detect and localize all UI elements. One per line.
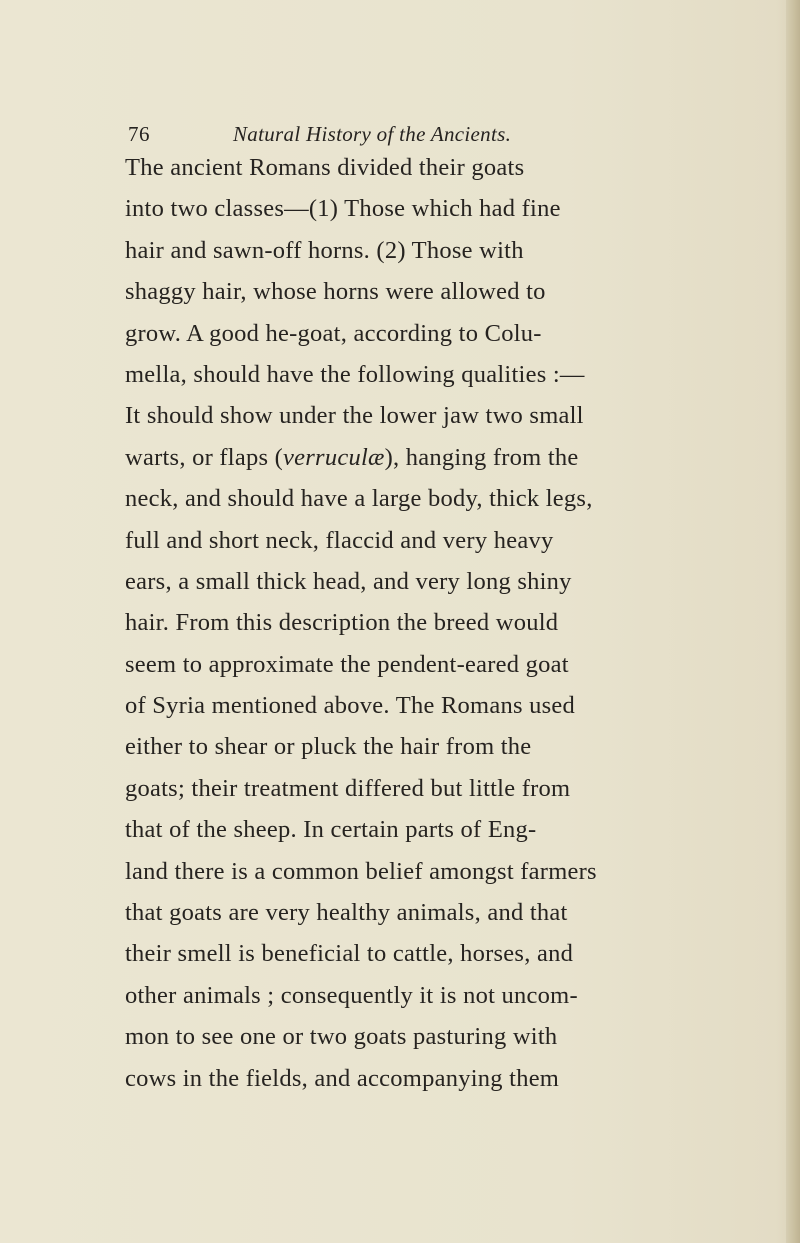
text-line: warts, or flaps (verruculæ), hanging from the [125, 443, 579, 471]
text-line: into two classes—(1) Those which had fine [125, 195, 561, 223]
text-line: either to shear or pluck the hair from the [125, 733, 532, 761]
text-line: that of the sheep. In certain parts of Eng- [125, 816, 537, 844]
page-edge [786, 0, 800, 1243]
latin-term: verruculæ [283, 443, 385, 471]
text-line: It should show under the lower jaw two small [125, 402, 584, 430]
text-line: shaggy hair, whose horns were allowed to [125, 278, 546, 306]
text-line: of Syria mentioned above. The Romans used [125, 692, 576, 720]
text-line: neck, and should have a large body, thick legs, [125, 485, 593, 513]
text-line: that goats are very healthy animals, and that [125, 899, 568, 927]
body-paragraph [125, 147, 785, 1099]
text-line: hair. From this description the breed would [125, 609, 559, 637]
text-line: goats; their treatment differed but little from [125, 774, 571, 802]
text-line: hair and sawn-off horns. (2) Those with [125, 236, 524, 264]
text-line: grow. A good he-goat, according to Colu- [125, 319, 542, 347]
text-line: ears, a small thick head, and very long shiny [125, 567, 572, 595]
text-line: their smell is beneficial to cattle, horses, and [125, 940, 574, 968]
running-title: Natural History of the Ancients. [233, 122, 512, 146]
text-line: mon to see one or two goats pasturing with [125, 1023, 558, 1051]
text-line: seem to approximate the pendent-eared goat [125, 650, 569, 678]
text-line: land there is a common belief amongst farmers [125, 857, 597, 885]
page-number: 76 [128, 122, 150, 146]
text-line: cows in the fields, and accompanying them [125, 1064, 560, 1092]
text-line: full and short neck, flaccid and very heavy [125, 526, 554, 554]
page-header [128, 119, 648, 149]
text-line: mella, should have the following qualities :— [125, 360, 585, 388]
text-line: other animals ; consequently it is not uncom- [125, 981, 578, 1009]
text-line: The ancient Romans divided their goats [125, 154, 525, 181]
